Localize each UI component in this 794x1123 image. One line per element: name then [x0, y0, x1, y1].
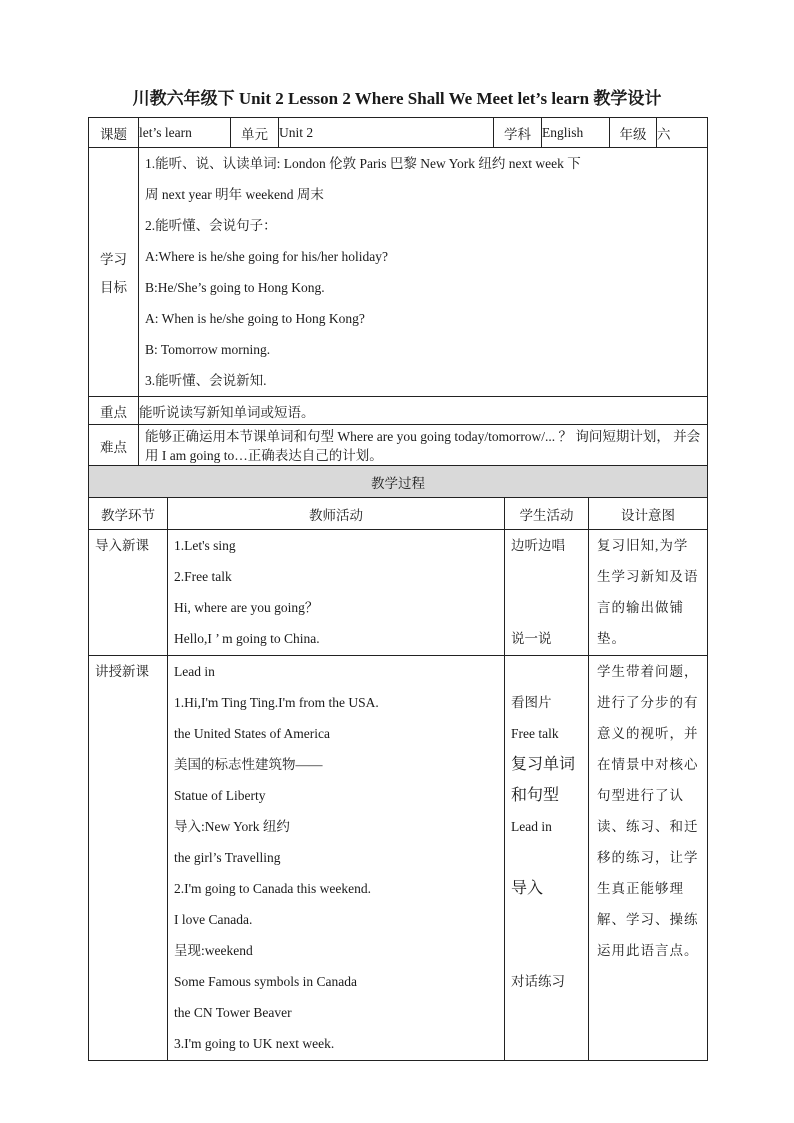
grade-value: 六	[657, 118, 708, 148]
teaching-process-table	[88, 465, 708, 1061]
column-teacher: 教师活动	[168, 498, 505, 530]
section-stage: 讲授新课	[89, 656, 168, 1061]
column-student: 学生活动	[505, 498, 589, 530]
key-point-label: 重点	[89, 397, 139, 425]
goals-label-line: 学习	[100, 252, 127, 267]
topic-value: let’s learn	[139, 118, 231, 148]
unit-label: 单元	[231, 118, 279, 148]
subject-value: English	[542, 118, 610, 148]
section-teacher: 1.Let's sing 2.Free talk Hi, where are you going？ Hello,I ’ m going to China.	[168, 530, 505, 656]
goal-line: A: When is he/she going to Hong Kong?	[145, 311, 365, 326]
section-student: 边听边唱 说一说	[505, 530, 589, 656]
key-point-text: 能听说读写新知单词或短语。	[139, 397, 708, 425]
goal-line: 周 next year 明年 weekend 周末	[145, 187, 324, 202]
goals-label-line: 目标	[100, 280, 127, 295]
section-intent: 复习旧知,为学生学习新知及语言的输出做铺垫。	[589, 530, 708, 656]
section-row	[89, 656, 708, 1061]
column-stage: 教学环节	[89, 498, 168, 530]
goal-line: 1.能听、说、认读单词: London 伦敦 Paris 巴黎 New York 纽约 next week 下	[145, 156, 581, 171]
grade-label: 年级	[610, 118, 657, 148]
topic-label: 课题	[89, 118, 139, 148]
difficulty-label: 难点	[89, 425, 139, 468]
section-stage: 导入新课	[89, 530, 168, 656]
process-title: 教学过程	[89, 466, 708, 498]
lesson-info-table	[88, 117, 708, 468]
document-title: 川教六年级下 Unit 2 Lesson 2 Where Shall We Meet let’s learn 教学设计	[132, 89, 662, 108]
goal-line: 2.能听懂、会说句子：	[145, 218, 277, 233]
section-student: 看图片 Free talk 复习单词 和句型 Lead in 导入 对话练习	[505, 656, 589, 1061]
column-intent: 设计意图	[589, 498, 708, 530]
section-row	[89, 530, 708, 656]
section-teacher: Lead in 1.Hi,I'm Ting Ting.I'm from the USA. the United States of America 美国的标志性建筑物—— Statue of Liberty 导入:New York 纽约 the girl’s Travelling 2.I'm going to Canada this weekend. I love Canada. 呈现:weekend Some Famous symbols in Canada the CN Tower Beaver 3.I'm going to UK next week.	[168, 656, 505, 1061]
section-intent: 学生带着问题，进行了分步的有意义的视听，并在情景中对核心句型进行了认读、练习、和迁移的练习，让学生真正能够理解、学习、操练运用此语言点。	[589, 656, 708, 1061]
goal-line: 3.能听懂、会说新知.	[145, 373, 267, 388]
goal-line: B:He/She’s going to Hong Kong.	[145, 280, 325, 295]
goal-line: A:Where is he/she going for his/her holiday?	[145, 249, 388, 264]
difficulty-text: 能够正确运用本节课单词和句型 Where are you going today/tomorrow/... ？ 询问短期计划， 并会用 I am going to…正确表达自己的计划。	[139, 425, 708, 468]
unit-value: Unit 2	[279, 118, 494, 148]
goals-label	[89, 148, 139, 397]
goals-content	[139, 148, 708, 397]
subject-label: 学科	[494, 118, 542, 148]
goal-line: B: Tomorrow morning.	[145, 342, 271, 357]
